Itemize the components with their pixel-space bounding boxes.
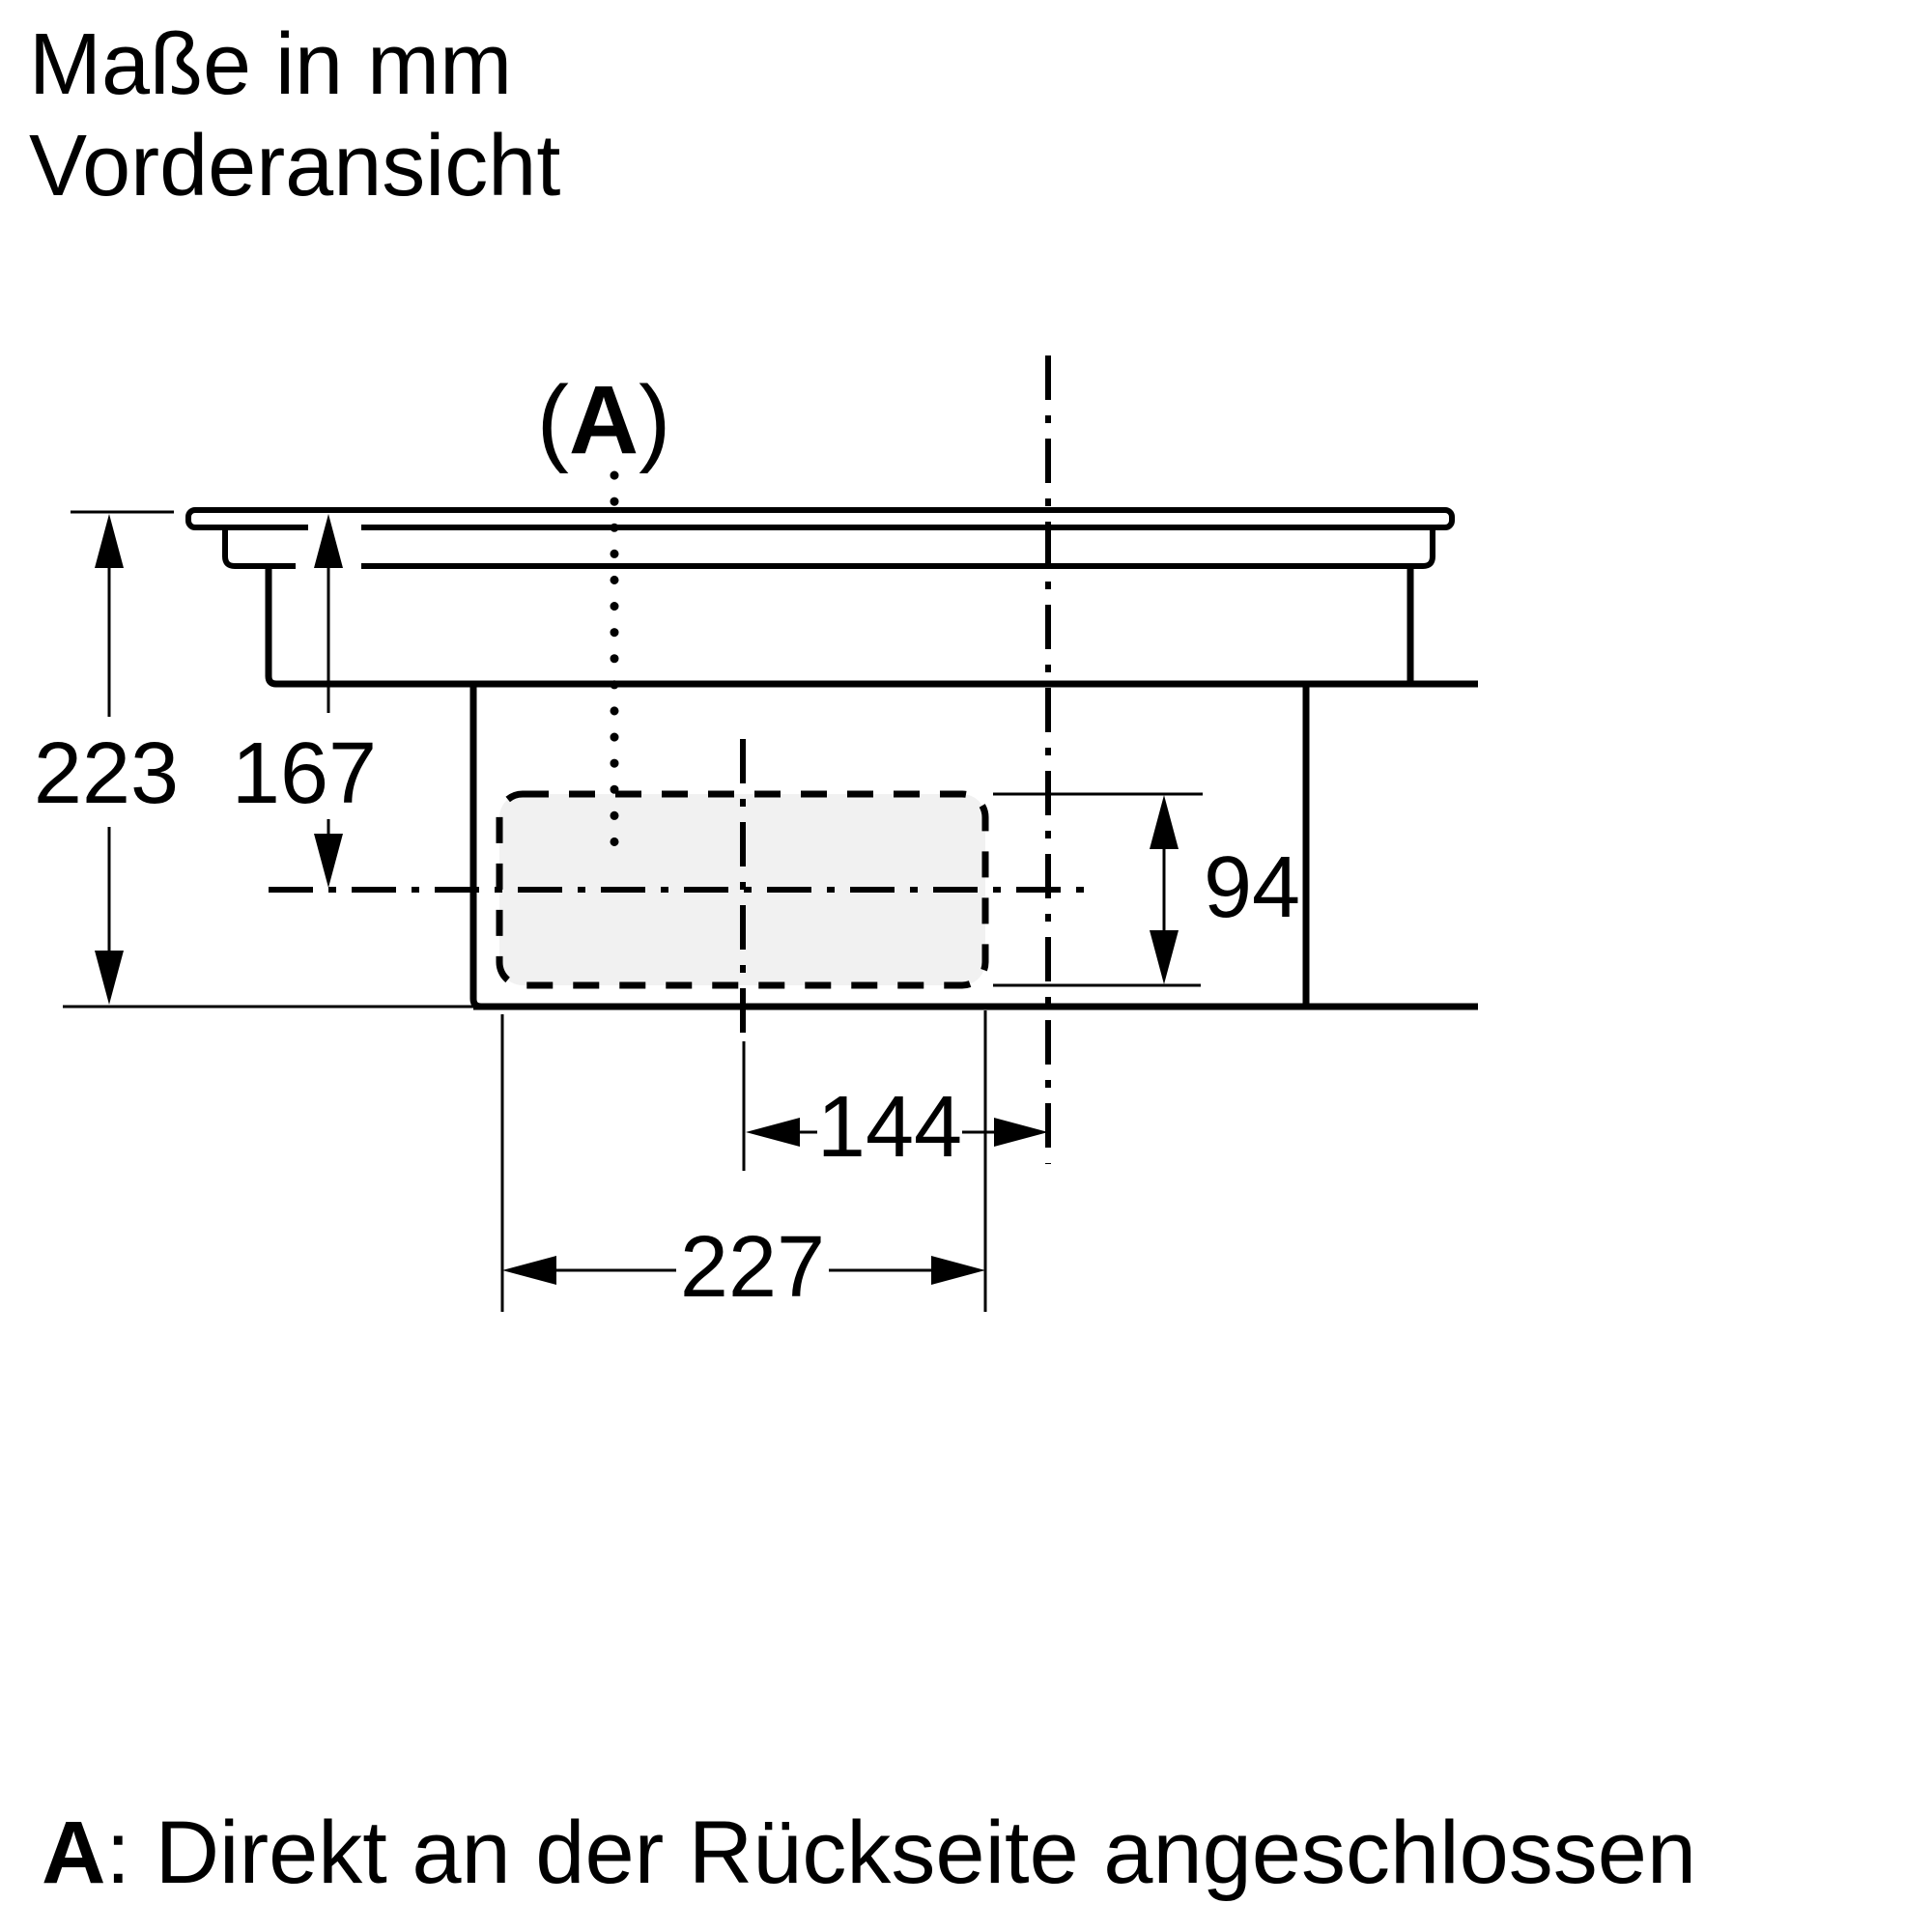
arrow-left-icon [746,1118,800,1147]
dimension-label-center-to-rear: 144 [816,1079,963,1176]
dimension-outlet-height [1150,795,1179,984]
hob-frame [225,527,1433,566]
arrow-down-icon [1150,930,1179,984]
dimension-label-glass-to-center: 167 [231,725,378,822]
view-label: Vorderansicht [29,118,561,214]
marker-letter: A [568,366,639,474]
plenum-box [269,566,1478,684]
arrow-left-icon [502,1256,556,1285]
footnote-text: Direkt an der Rückseite angeschlossen [155,1804,1697,1902]
arrow-right-icon [931,1256,985,1285]
footnote [42,1804,1697,1902]
glass-panel [188,510,1452,571]
arrow-down-icon [95,951,124,1005]
arrow-up-icon [1150,795,1179,849]
dimension-label-total-height: 223 [33,725,180,822]
dimension-label-outlet-height: 94 [1203,839,1301,936]
connection-marker [536,366,671,474]
arrow-right-icon [994,1118,1048,1147]
units-note: Maße in mm [29,16,513,113]
footnote-marker: A [42,1804,106,1902]
marker-open-paren: ( [536,366,569,474]
arrow-down-icon [314,834,343,888]
arrow-up-icon [95,514,124,568]
center-lines [269,355,1085,1164]
footnote-separator: : [105,1804,156,1902]
marker-close-paren: ) [639,366,671,474]
dimension-label-outlet-width: 227 [679,1219,826,1316]
